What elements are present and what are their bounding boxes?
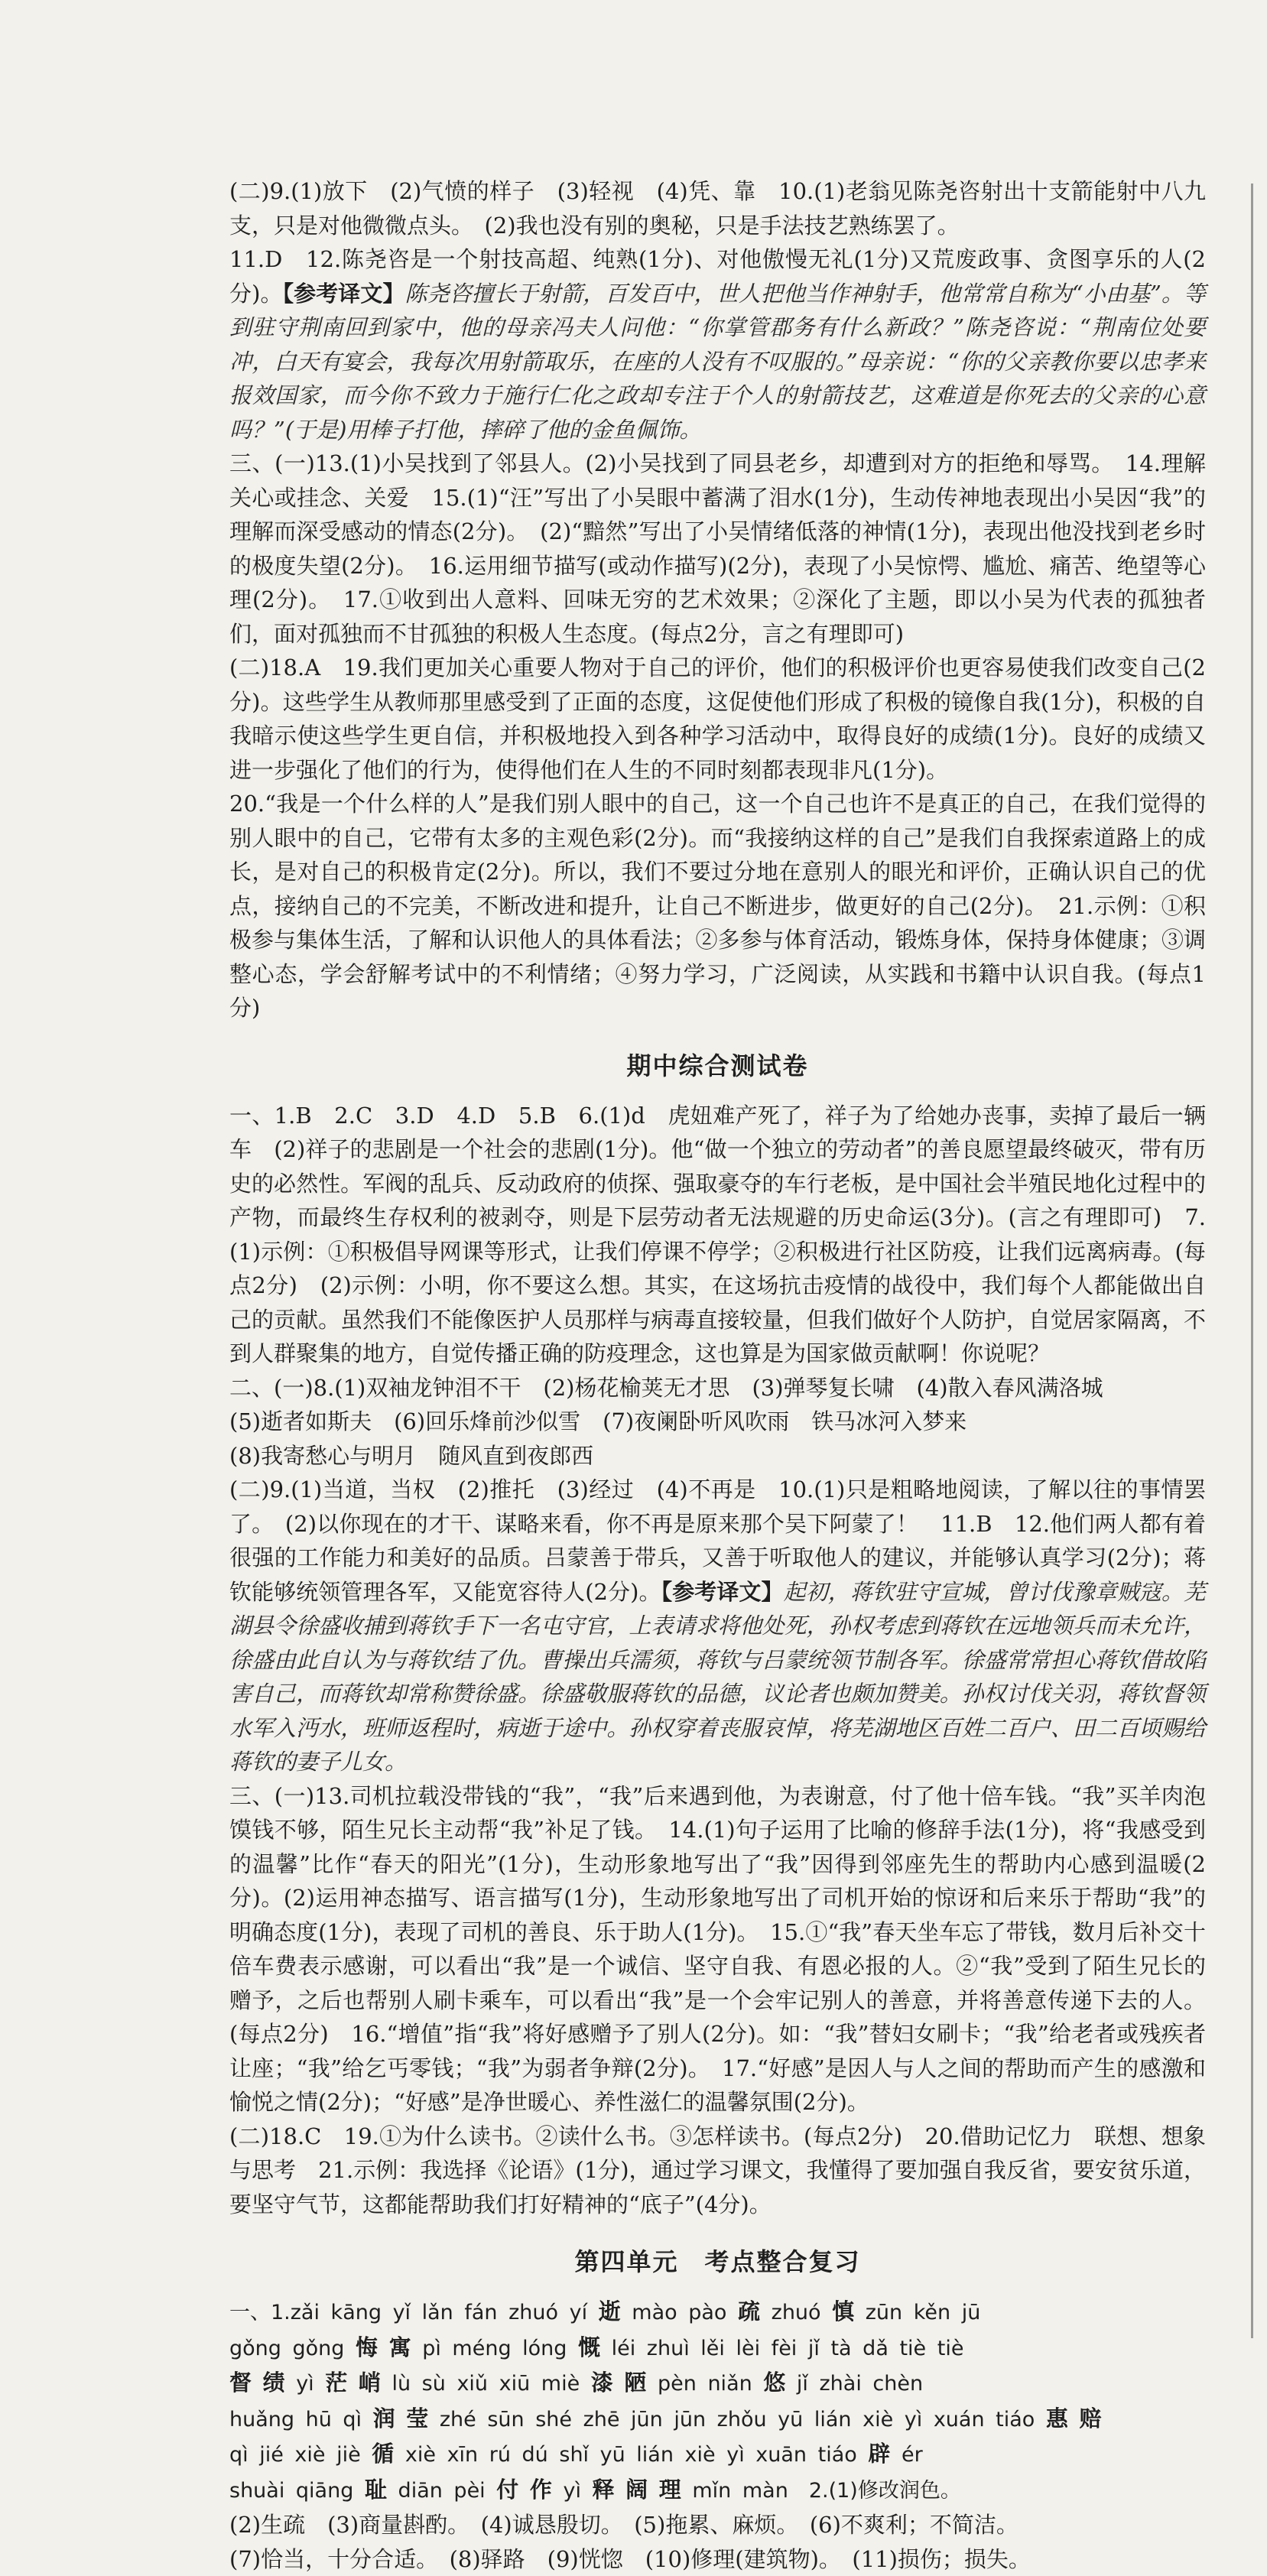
hanzi-char: 漆 [591,2370,613,2396]
pinyin-line: gǒng gǒng 悔 寓 pì méng lóng 慨 léi zhuì lěi lèi fèi jǐ tà dǎ tiè tiè [229,2331,1206,2366]
hanzi-char: 督 [229,2370,252,2396]
answer-text: 11.D 12.陈尧咨是一个射技高超、纯熟(1分)、对他傲慢无礼(1分)又荒废政事、贪图享乐的人(2分)。 [229,246,1206,307]
hanzi-char: 作 [530,2477,552,2503]
section-title: 期中综合测试卷 [229,1047,1206,1082]
hanzi-char: 陋 [624,2370,646,2396]
pinyin-line: 一、1.zǎi kāng yǐ lǎn fán zhuó yí 逝 mào pào 疏 zhuó 慎 zūn kěn jū [229,2295,1206,2331]
translation-label: 【参考译文】 [661,1579,784,1605]
hanzi-char: 绩 [263,2370,285,2396]
hanzi-char: 付 [496,2477,518,2503]
answer-para: 三、(一)13.司机拉载没带钱的“我”，“我”后来遇到他，为表谢意，付了他十倍车钱。“我”买羊肉泡馍钱不够，陌生兄长主动帮“我”补足了钱。 14.(1)句子运用了比喻的修辞手法(1分)，将“我感受到的温馨”比作“春天的阳光”(1分)，生动形象地写出了“我”因得到邻座先生的帮助内心感到温暖(2分)。(2)运用神态描写、语言描写(1分)，生动形象地写出了司机开始的惊讶和后来乐于帮助“我”的明确态度(1分)，表现了司机的善良、乐于助人(1分)。 15.①“我”春天坐车忘了带钱，数月后补交十倍车费表示感谢，可以看出“我”是一个诚信、坚守自我、有恩必报的人。②“我”受到了陌生兄长的赠予，之后也帮别人刷卡乘车，可以看出“我”是一个会牢记别人的善意，并将善意传递下去的人。(每点2分) 16.“增值”指“我”将好感赠予了别人(2分)。如：“我”替妇女刷卡；“我”给老者或残疾者让座；“我”给乞丐零钱；“我”为弱者争辩(2分)。 17.“好感”是因人与人之间的帮助而产生的感激和愉悦之情(2分)；“好感”是净世暖心、养性滋仁的温馨氛围(2分)。 [229,1779,1206,2120]
translation-label: 【参考译文】 [283,281,405,307]
hanzi-char: 峭 [359,2370,381,2396]
hanzi-char: 疏 [738,2298,760,2324]
hanzi-char: 释 [593,2477,615,2503]
answer-para: 三、(一)13.(1)小吴找到了邻县人。(2)小吴找到了同县老乡，却遭到对方的拒绝和辱骂。 14.理解 关心或挂念、关爱 15.(1)“汪”写出了小吴眼中蓄满了泪水(1分)，生动传神地表现出小吴因“我”的理解而深受感动的情态(2分)。 (2)“黯然”写出了小吴情绪低落的神情(1分)，表现出他没找到老乡时的极度失望(2分)。 16.运用细节描写(或动作描写)(2分)，表现了小吴惊愕、尴尬、痛苦、绝望等心理(2分)。 17.①收到出人意料、回味无穷的艺术效果；②深化了主题，即以小吴为代表的孤独者们，面对孤独而不甘孤独的积极人生态度。(每点2分，言之有理即可) [229,447,1206,651]
column-divider [1251,184,1253,2338]
hanzi-char: 循 [372,2441,394,2467]
answer-para: (2)生疏 (3)商量斟酌。 (4)诚恳殷切。 (5)拖累、麻烦。 (6)不爽利；不简洁。 [229,2508,1206,2542]
answer-para: (7)恰当，十分合适。 (8)驿路 (9)恍惚 (10)修理(建筑物)。 (11)损伤；损失。 [229,2542,1206,2576]
pinyin-line: shuài qiāng 耻 diān pèi 付 作 yì 释 阔 理 mǐn màn 2.(1)修改润色。 [229,2473,1206,2509]
hanzi-char: 慨 [578,2334,600,2360]
hanzi-char: 理 [659,2477,681,2503]
answer-para: (二)9.(1)放下 (2)气愤的样子 (3)轻视 (4)凭、靠 10.(1)老翁见陈尧咨射出十支箭能射中八九支，只是对他微微点头。 (2)我也没有别的奥秘，只是手法技艺熟练罢了。 [229,174,1206,242]
hanzi-char: 慎 [832,2298,854,2324]
hanzi-char: 惠 [1046,2405,1068,2431]
translation-text: 陈尧咨擅长于射箭，百发百中，世人把他当作神射手，他常常自称为“小由基”。等到驻守荆南回到家中，他的母亲冯夫人问他：“你掌管郡务有什么新政？”陈尧咨说：“荆南位处要冲，白天有宴会，我每次用射箭取乐，在座的人没有不叹服的。”母亲说：“你的父亲教你要以忠孝来报效国家，而今你不致力于施行仁化之政却专注于个人的射箭技艺，这难道是你死去的父亲的心意吗？”(于是)用棒子打他，摔碎了他的金鱼佩饰。 [229,281,1206,443]
hanzi-char: 阔 [625,2477,648,2503]
pinyin-line: qì jié xiè jiè 循 xiè xīn rú dú shǐ yū lián xiè yì xuān tiáo 辟 ér [229,2437,1206,2473]
hanzi-char: 莹 [406,2405,428,2431]
hanzi-char: 逝 [599,2298,621,2324]
hanzi-char: 耻 [365,2477,387,2503]
pinyin-answers [229,2295,1206,2508]
hanzi-char: 寓 [389,2334,411,2360]
answer-para: (8)我寄愁心与明月 随风直到夜郎西 [229,1439,1206,1473]
hanzi-char: 润 [373,2405,395,2431]
pinyin-line: 督 绩 yì 茫 峭 lù sù xiǔ xiū miè 漆 陋 pèn niǎn 悠 jǐ zhài chèn [229,2366,1206,2402]
hanzi-char: 赔 [1080,2405,1102,2431]
answer-para: 一、1.B 2.C 3.D 4.D 5.B 6.(1)d 虎妞难产死了，祥子为了给她办丧事，卖掉了最后一辆车 (2)祥子的悲剧是一个社会的悲剧(1分)。他“做一个独立的劳动者”的善良愿望最终破灭，带有历史的必然性。军阀的乱兵、反动政府的侦探、强取豪夺的车行老板，是中国社会半殖民地化过程中的产物，而最终生存权利的被剥夺，则是下层劳动者无法规避的历史命运(3分)。(言之有理即可) 7.(1)示例：①积极倡导网课等形式，让我们停课不停学；②积极进行社区防疫，让我们远离病毒。(每点2分) (2)示例：小明，你不要这么想。其实，在这场抗击疫情的战役中，我们每个人都能做出自己的贡献。虽然我们不能像医护人员那样与病毒直接较量，但我们做好个人防护，自觉居家隔离，不到人群聚集的地方，自觉传播正确的防疫理念，这也算是为国家做贡献啊！你说呢？ [229,1099,1206,1371]
hanzi-char: 辟 [868,2441,890,2467]
answer-para [229,242,1206,447]
answer-para: (5)逝者如斯夫 (6)回乐烽前沙似雪 (7)夜阑卧听风吹雨 铁马冰河入梦来 [229,1405,1206,1439]
answer-para: (二)18.C 19.①为什么读书。②读什么书。③怎样读书。(每点2分) 20.借助记忆力 联想、想象与思考 21.示例：我选择《论语》(1分)，通过学习课文，我懂得了要加强自我反省，要安贫乐道，要坚守气节，这都能帮助我们打好精神的“底子”(4分)。 [229,2120,1206,2222]
answer-para: (二)18.A 19.我们更加关心重要人物对于自己的评价，他们的积极评价也更容易使我们改变自己(2分)。这些学生从教师那里感受到了正面的态度，这促使他们形成了积极的镜像自我(1分)，积极的自我暗示使这些学生更自信，并积极地投入到各种学习活动中，取得良好的成绩(1分)。良好的成绩又进一步强化了他们的行为，使得他们在人生的不同时刻都表现非凡(1分)。 [229,651,1206,787]
hanzi-char: 悠 [763,2370,785,2396]
hanzi-char: 茫 [325,2370,347,2396]
pinyin-line: huǎng hū qì 润 莹 zhé sūn shé zhē jūn jūn zhǒu yū lián xiè yì xuán tiáo 惠 赔 [229,2402,1206,2438]
answer-para: 20.“我是一个什么样的人”是我们别人眼中的自己，这一个自己也许不是真正的自己，在我们觉得的别人眼中的自己，它带有太多的主观色彩(2分)。而“我接纳这样的自己”是我们自我探索道路上的成长，是对自己的积极肯定(2分)。所以，我们不要过分地在意别人的眼光和评价，正确认识自己的优点，接纳自己的不完美，不断改进和提升，让自己不断进步，做更好的自己(2分)。 21.示例：①积极参与集体生活，了解和认识他人的具体看法；②多参与体育活动，锻炼身体，保持身体健康；③调整心态，学会舒解考试中的不利情绪；④努力学习，广泛阅读，从实践和书籍中认识自我。(每点1分) [229,787,1206,1025]
section-title: 第四单元 考点整合复习 [229,2243,1206,2278]
hanzi-char: 悔 [356,2334,378,2360]
answer-para: 二、(一)8.(1)双袖龙钟泪不干 (2)杨花榆荚无才思 (3)弹琴复长啸 (4)散入春风满洛城 [229,1371,1206,1405]
answer-text: (二)9.(1)当道，当权 (2)推托 (3)经过 (4)不再是 10.(1)只是粗略地阅读，了解以往的事情罢了。 (2)以你现在的才干、谋略来看，你不再是原来那个吴下阿蒙了！ 11.B 12.他们两人都有着很强的工作能力和美好的品质。吕蒙善于带兵，又善于听取他人的建议，并能够认真学习(2分)；蒋钦能够统领管理各军，又能宽容待人(2分)。 [229,1476,1206,1605]
answer-para [229,1473,1206,1779]
translation-text: 起初，蒋钦驻守宣城，曾讨伐豫章贼寇。芜湖县令徐盛收捕到蒋钦手下一名屯守官，上表请求将他处死，孙权考虑到蒋钦在远地领兵而未允许，徐盛由此自认为与蒋钦结了仇。曹操出兵濡须，蒋钦与吕蒙统领节制各军。徐盛常常担心蒋钦借故陷害自己，而蒋钦却常称赞徐盛。徐盛敬服蒋钦的品德，议论者也颇加赞美。孙权讨伐关羽，蒋钦督领水军入沔水，班师返程时，病逝于途中。孙权穿着丧服哀悼，将芜湖地区百姓二百户、田二百顷赐给蒋钦的妻子儿女。 [229,1579,1206,1775]
